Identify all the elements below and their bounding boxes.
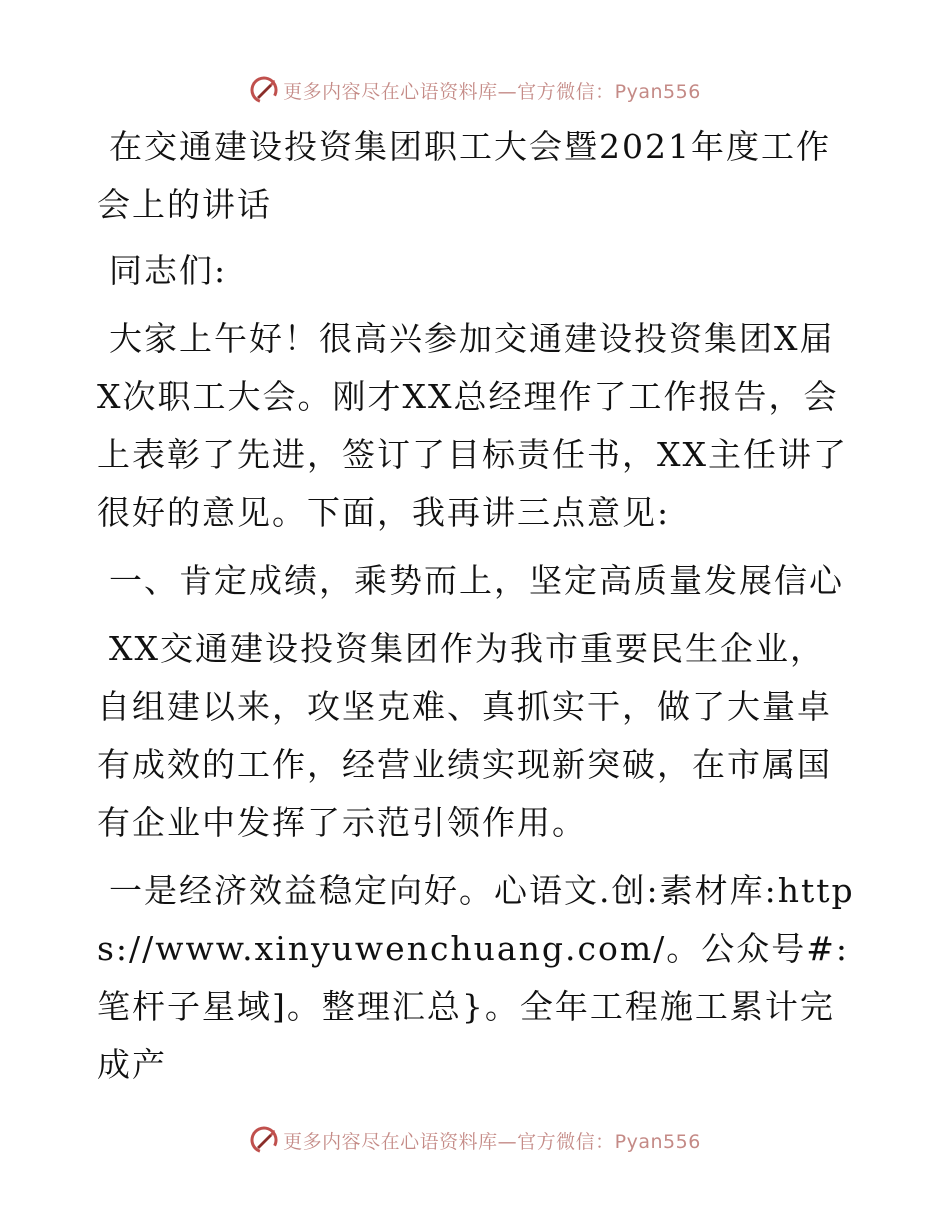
footer-watermark-banner [0,1120,950,1160]
section-heading-1: 一、肯定成绩，乘势而上，坚定高质量发展信心 [109,561,844,600]
document-title: 在交通建设投资集团职工大会暨2021年度工作会上的讲话 [97,127,831,224]
document-body [97,118,857,1104]
paragraph-opening: 大家上午好！很高兴参加交通建设投资集团X届X次职工大会。刚才XX总经理作了工作报告，会上表彰了先进，签订了目标责任书，XX主任讲了很好的意见。下面，我再讲三点意见: [97,319,848,532]
quill-pen-logo-icon [249,75,279,105]
footer-watermark-text: 更多内容尽在心语资料库—官方微信：Pyan556 [283,1130,701,1153]
paragraph-achievements: XX交通建设投资集团作为我市重要民生企业，自组建以来，攻坚克难、真抓实干，做了大量卓有成效的工作，经营业绩实现新突破，在市属国有企业中发挥了示范引领作用。 [97,629,832,842]
header-watermark-banner [0,70,950,110]
salutation: 同志们: [109,251,228,290]
quill-pen-logo-icon [249,1125,279,1155]
header-watermark-text: 更多内容尽在心语资料库—官方微信：Pyan556 [283,80,701,103]
paragraph-economic-benefits: 一是经济效益稳定向好。心语文.创:素材库:https://www.xinyuwenchuang.com/。公众号#:笔杆子星域]。整理汇总}。全年工程施工累计完成产 [97,871,855,1084]
